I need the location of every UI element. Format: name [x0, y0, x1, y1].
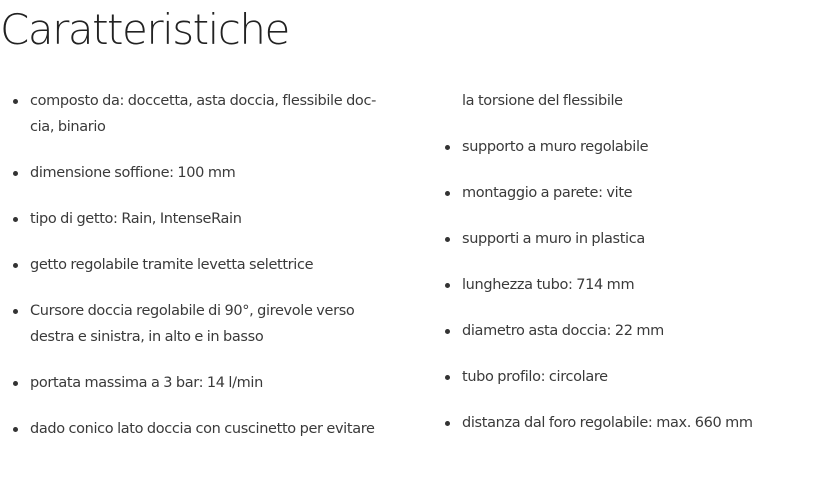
feature-item [462, 318, 802, 344]
features-list-right [462, 88, 802, 456]
feature-text: Cursore doccia regolabile di 90°, girevole verso [30, 303, 355, 319]
feature-text: composto da: doccetta, asta doccia, flessibile doc- [30, 93, 376, 109]
feature-item [462, 180, 802, 206]
feature-text: dado conico lato doccia con cuscinetto per evitare [30, 421, 375, 437]
features-list-left [30, 88, 380, 462]
feature-item [462, 134, 802, 160]
feature-text: tipo di getto: Rain, IntenseRain [30, 211, 242, 227]
feature-item [30, 298, 380, 350]
feature-text: diametro asta doccia: 22 mm [462, 323, 664, 339]
feature-text: cia, binario [30, 119, 106, 135]
feature-text: distanza dal foro regolabile: max. 660 mm [462, 415, 753, 431]
feature-item [462, 226, 802, 252]
feature-text: dimensione soffione: 100 mm [30, 165, 236, 181]
feature-text: tubo profilo: circolare [462, 369, 608, 385]
feature-item [462, 410, 802, 436]
feature-text: supporto a muro regolabile [462, 139, 649, 155]
feature-text: lunghezza tubo: 714 mm [462, 277, 635, 293]
feature-item [30, 160, 380, 186]
feature-item [30, 416, 380, 442]
feature-item [462, 272, 802, 298]
feature-item [30, 206, 380, 232]
feature-item [30, 370, 380, 396]
feature-item [30, 88, 380, 140]
feature-text: montaggio a parete: vite [462, 185, 633, 201]
page-title: Caratteristiche [0, 5, 289, 54]
feature-text: destra e sinistra, in alto e in basso [30, 329, 264, 345]
feature-text: getto regolabile tramite levetta selettrice [30, 257, 314, 273]
feature-item [30, 252, 380, 278]
feature-item-continued [462, 88, 802, 114]
feature-item [462, 364, 802, 390]
feature-text: portata massima a 3 bar: 14 l/min [30, 375, 263, 391]
feature-text: la torsione del flessibile [462, 93, 623, 109]
feature-text: supporti a muro in plastica [462, 231, 645, 247]
